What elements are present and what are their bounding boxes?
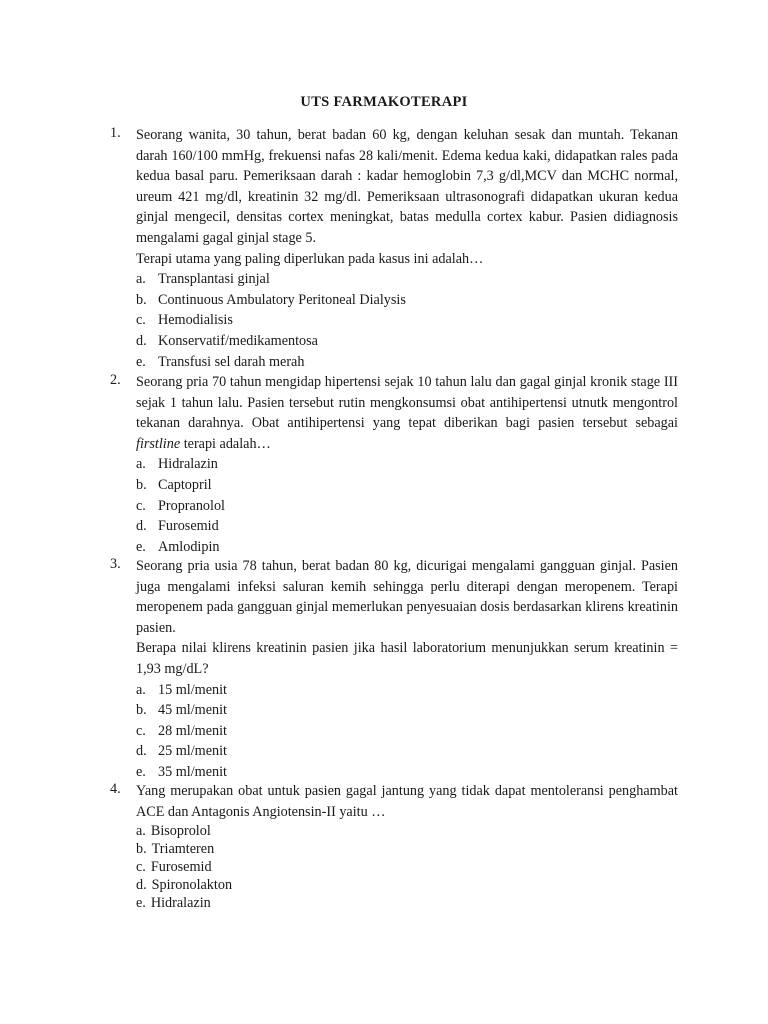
question-1 [110,125,678,372]
option-text: 25 ml/menit [158,743,227,760]
option-b [136,840,678,858]
option-a [136,822,678,840]
option-c [136,496,678,517]
option-text: 28 ml/menit [158,722,227,739]
question-number: 3. [110,556,121,572]
option-letter: d. [136,518,147,535]
option-letter: b. [136,702,147,719]
option-text: Konservatif/medikamentosa [158,332,318,349]
option-text: 35 ml/menit [158,763,227,780]
question-4 [110,781,678,912]
option-letter: e. [136,353,146,370]
option-text: 45 ml/menit [158,702,227,719]
question-3 [110,556,678,783]
option-text: Triamteren [151,841,215,858]
option-text: Hemodialisis [158,312,233,329]
option-text: Hidralazin [158,456,218,473]
option-b [136,475,678,496]
option-text: Hidralazin [150,895,211,912]
option-list [136,269,678,372]
option-e [136,352,678,373]
option-list [136,680,678,783]
question-text-part: terapi adalah… [180,435,271,452]
option-e [136,894,678,912]
option-letter: d. [136,877,147,894]
option-text: Captopril [158,476,212,493]
option-text: Bisoprolol [150,823,211,840]
option-letter: b. [136,841,147,858]
option-text: 15 ml/menit [158,681,227,698]
option-letter: c. [136,497,146,514]
option-letter: b. [136,476,147,493]
option-text: Spironolakton [151,877,233,894]
option-d [136,516,678,537]
option-letter: d. [136,332,147,349]
option-text: Furosemid [158,518,219,535]
option-letter: c. [136,722,146,739]
question-text: Seorang wanita, 30 tahun, berat badan 60 kg, dengan keluhan sesak dan muntah. Tekanan darah 160/100 mmHg, frekuensi nafas 28 kali/menit. Edema kedua kaki, didapatkan rales pada kedua basal paru. Pemeriksaan darah : kadar hemoglobin 7,3 g/dl,MCV dan MCHC normal, ureum 421 mg/dl, kreatinin 32 mg/dl. Pemeriksaan ultrasonografi didapatkan ukuran kedua ginjal mengecil, densitas cortex meningkat, batas medulla cortex kabur. Pasien didiagnosis mengalami gagal ginjal stage 5. [136,127,678,246]
option-c [136,310,678,331]
option-d [136,331,678,352]
question-text [136,372,678,454]
option-d [136,876,678,894]
option-letter: c. [136,859,146,876]
option-b [136,290,678,311]
option-a [136,269,678,290]
option-letter: b. [136,291,147,308]
option-c [136,858,678,876]
option-text: Propranolol [158,497,225,514]
option-letter: c. [136,312,146,329]
option-letter: a. [136,271,146,288]
question-number: 1. [110,125,121,141]
option-letter: a. [136,823,146,840]
exam-title: UTS FARMAKOTERAPI [300,94,468,110]
option-text: Continuous Ambulatory Peritoneal Dialysis [158,291,406,308]
option-b [136,700,678,721]
question-number: 2. [110,372,121,388]
question-text-italic: firstline [136,435,181,452]
option-text: Furosemid [150,859,212,876]
question-text-part: Seorang pria 70 tahun mengidap hipertensi sejak 10 tahun lalu dan gagal ginjal kronik stage III sejak 1 tahun lalu. Pasien tersebut rutin mengkonsumsi obat antihipertensi utnutk mengontrol tekanan darahnya. Obat antihipertensi yang tepat diberikan bagi pasien tersebut sebagai [136,374,678,432]
option-letter: d. [136,743,147,760]
option-list [136,822,678,912]
option-text: Transplantasi ginjal [158,271,270,288]
option-c [136,721,678,742]
question-text: Yang merupakan obat untuk pasien gagal jantung yang tidak dapat mentoleransi penghambat ACE dan Antagonis Angiotensin-II yaitu … [136,783,678,820]
option-letter: e. [136,538,146,555]
option-text: Transfusi sel darah merah [158,353,305,370]
option-letter: e. [136,895,146,912]
question-prompt: Berapa nilai klirens kreatinin pasien jika hasil laboratorium menunjukkan serum kreatinin = 1,93 mg/dL? [136,640,678,677]
option-text: Amlodipin [158,538,220,555]
option-letter: a. [136,456,146,473]
option-e [136,537,678,558]
question-number: 4. [110,781,121,797]
option-e [136,762,678,783]
option-letter: e. [136,763,146,780]
question-2 [110,372,678,557]
question-text: Seorang pria usia 78 tahun, berat badan 80 kg, dicurigai mengalami gangguan ginjal. Pasien juga mengalami infeksi saluran kemih sehingga perlu diterapi dengan meropenem. Terapi meropenem pada gangguan ginjal memerlukan penyesuaian dosis berdasarkan klirens kreatinin pasien. [136,558,678,636]
option-list [136,454,678,557]
option-letter: a. [136,681,146,698]
question-prompt: Terapi utama yang paling diperlukan pada kasus ini adalah… [136,250,484,267]
option-d [136,741,678,762]
option-a [136,680,678,701]
option-a [136,454,678,475]
